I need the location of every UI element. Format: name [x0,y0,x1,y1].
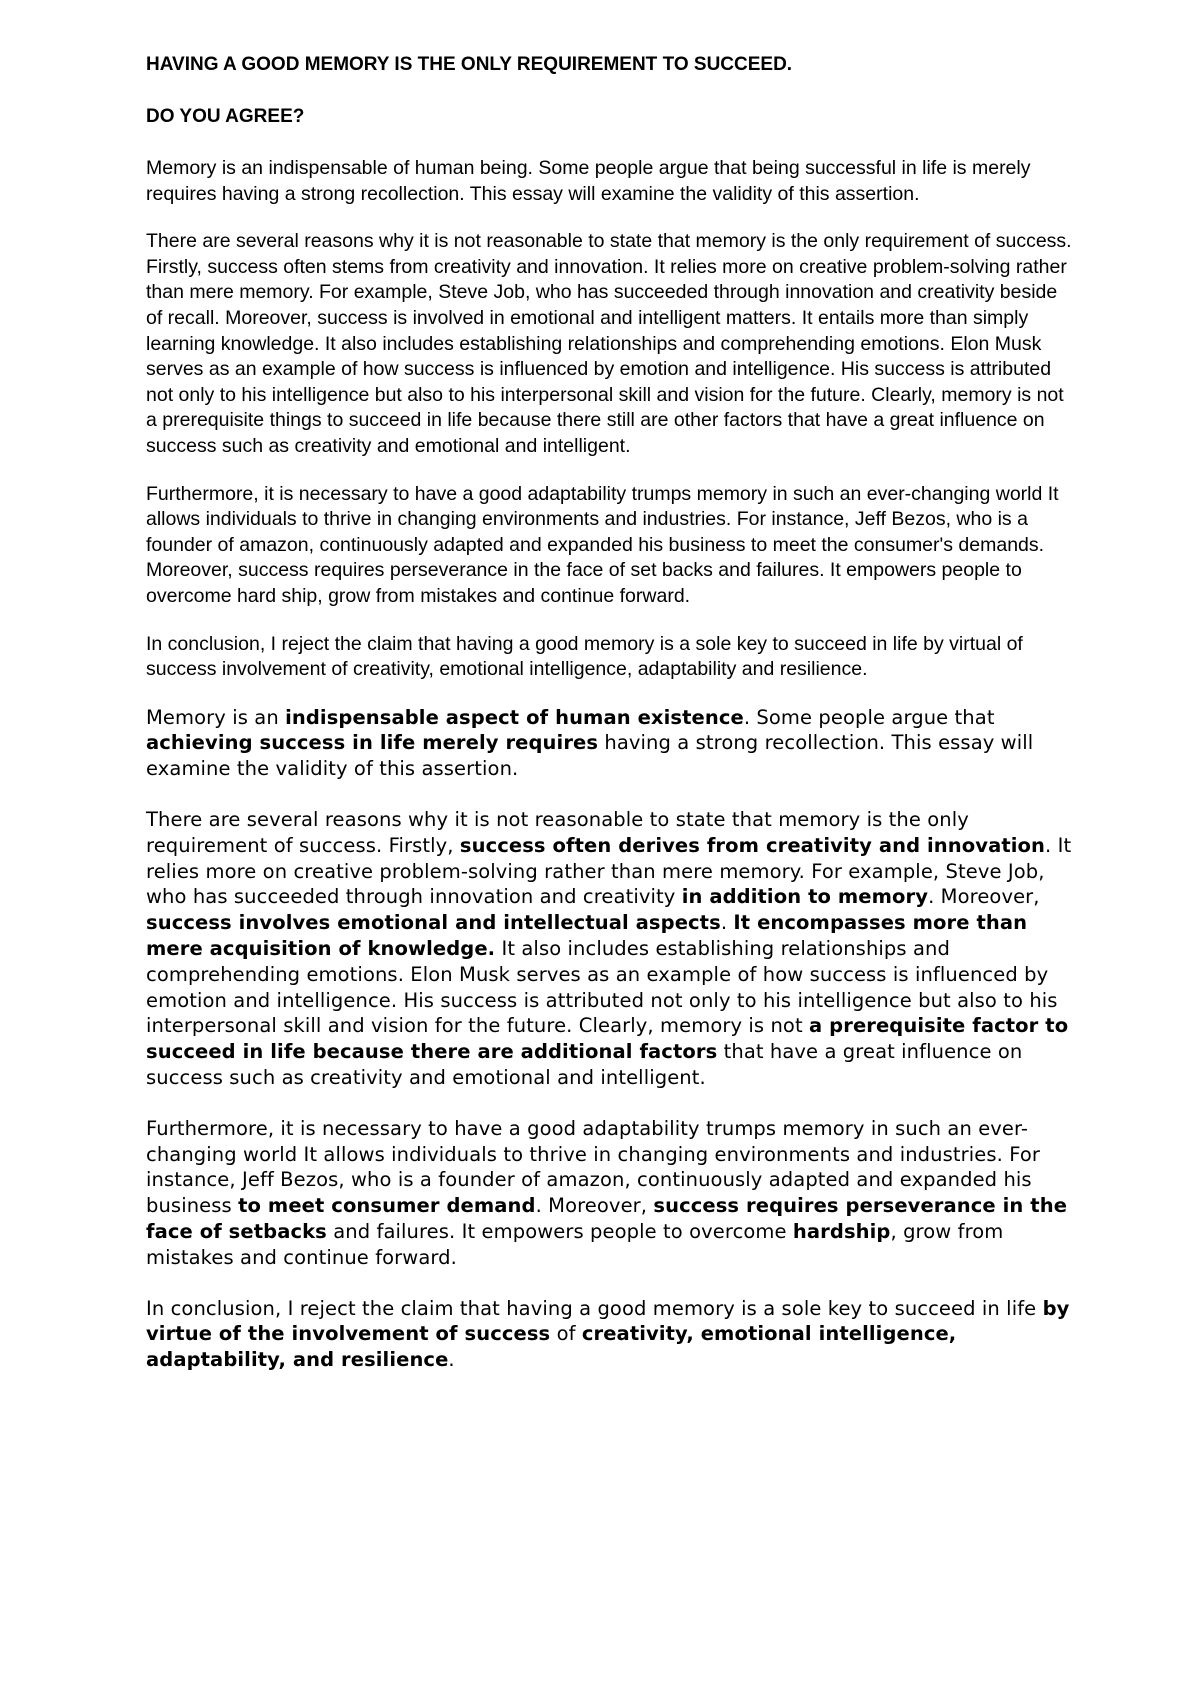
text-run: having a strong recollection. This essay will examine the validity of this assertion. [146,731,1034,781]
bold-revision: by virtue of the involvement of success [146,1296,1070,1346]
bold-revision: to meet consumer demand [238,1194,536,1218]
text-run: that have a great influence on success such as creativity and emotional and intelligent. [146,1040,1023,1090]
bold-revision: achieving success in life merely requires [146,731,599,755]
revised-paragraph [146,1296,1076,1373]
revised-paragraph [146,1116,1076,1271]
bold-revision: a prerequisite factor to succeed in life because there are additional factors [146,1014,1069,1064]
bold-revision: success often derives from creativity and innovation [459,833,1046,857]
text-run: There are several reasons why it is not reasonable to state that memory is the only requirement of success. Firstly, [146,808,969,857]
text-run: . It relies more on creative problem-solving rather than mere memory. For example, Steve Job, who has succeeded through innovation and creativity [146,833,1072,909]
revised-paragraph [146,705,1076,782]
text-run: , grow from mistakes and continue forward. [146,1220,1004,1269]
revised-paragraph [146,807,1076,1091]
bold-revision: It encompasses more than mere acquisition of knowledge. [146,911,1028,961]
text-run: . [720,911,734,935]
bold-revision: hardship [792,1220,891,1244]
document-page [146,52,1076,1398]
bold-revision: in addition to memory [681,885,929,909]
bold-revision: success involves emotional and intellectual aspects [146,911,721,935]
text-run: Furthermore, it is necessary to have a good adaptability trumps memory in such an ever- changing world It allows individuals to thrive in changing environments and industries. For instance, Jeff Bezos, who is a founder of amazon, continuously adapted and expanded his business [146,1116,1040,1218]
essay-title: HAVING A GOOD MEMORY IS THE ONLY REQUIREMENT TO SUCCEED. [146,54,793,75]
text-run: . Moreover, [535,1194,654,1218]
original-paragraph: There are several reasons why it is not reasonable to state that memory is the only requirement of success. Firstly, success often stems from creativity and innovation. It relies more on creative problem-solving rather than mere memory. For example, Steve Job, who has succeeded through innovation and creativity beside of recall. Moreover, success is involved in emotional and intelligent matters. It entails more than simply learning knowledge. It also includes establishing relationships and comprehending emotions. Elon Musk serves as an example of how success is influenced by emotion and intelligence. His success is attributed not only to his intelligence but also to his interpersonal skill and vision for the future. Clearly, memory is not a prerequisite things to succeed in life because there still are other factors that have a great influence on success such as creativity and emotional and intelligent. [146,230,1072,457]
text-run: and failures. It empowers people to overcome [326,1220,793,1244]
original-paragraph: Furthermore, it is necessary to have a good adaptability trumps memory in such an ever-changing world It allows individuals to thrive in changing environments and industries. For instance, Jeff Bezos, who is a founder of amazon, continuously adapted and expanded his business to meet the consumer's demands. Moreover, success requires perseverance in the face of set backs and failures. It empowers people to overcome hard ship, grow from mistakes and continue forward. [146,482,1059,607]
bold-revision: creativity, emotional intelligence, adaptability, and resilience [146,1322,957,1372]
essay-question: DO YOU AGREE? [146,106,305,127]
text-run: In conclusion, I reject the claim that having a good memory is a sole key to succeed in life [146,1296,1043,1320]
original-essay [146,156,1076,683]
text-run: . Moreover, [928,885,1040,909]
text-run: . Some people argue that [743,705,995,729]
original-paragraph: In conclusion, I reject the claim that having a good memory is a sole key to succeed in life by virtual of success involvement of creativity, emotional intelligence, adaptability and resilience. [146,632,1023,681]
bold-revision: success requires perseverance in the face of setbacks [146,1194,1068,1244]
revised-essay [146,705,1076,1373]
original-paragraph: Memory is an indispensable of human being. Some people argue that being successful in life is merely requires having a strong recollection. This essay will examine the validity of this assertion. [146,157,1031,205]
text-run: . [448,1348,455,1372]
text-run: Memory is an [146,705,286,729]
text-run: of [550,1322,582,1346]
text-run: It also includes establishing relationships and comprehending emotions. Elon Musk serves as an example of how success is influenced by emotion and intelligence. His success is attributed not only to his intelligence but also to his interpersonal skill and vision for the future. Clearly, memory is not [146,937,1058,1038]
bold-revision: indispensable aspect of human existence [285,705,744,729]
